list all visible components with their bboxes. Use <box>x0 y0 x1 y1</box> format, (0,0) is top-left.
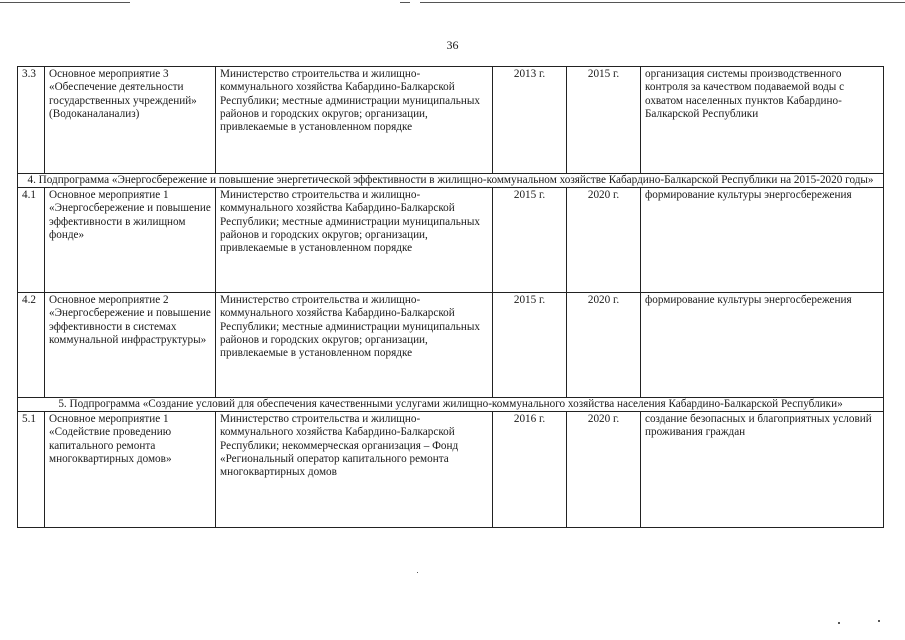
end-year: 2015 г. <box>567 67 641 174</box>
start-year: 2016 г. <box>493 412 567 528</box>
activity-name: Основное мероприятие 2 «Энергосбережение и повышение эффективности в системах коммунальной инфраструктуры» <box>45 293 216 398</box>
activity-executor: Министерство строительства и жилищно-коммунального хозяйства Кабардино-Балкарской Республики; местные администрации муниципальных районов и городских округов; организации, привлекаемые в установленном порядке <box>216 293 493 398</box>
row-number: 5.1 <box>18 412 45 528</box>
table-row <box>18 293 884 398</box>
table-row <box>18 67 884 174</box>
activity-name: Основное мероприятие 1 «Содействие проведению капитального ремонта многоквартирных домов» <box>45 412 216 528</box>
end-year: 2020 г. <box>567 412 641 528</box>
subprogram-title: 5. Подпрограмма «Создание условий для обеспечения качественными услугами жилищно-коммунального хозяйства населения Кабардино-Балкарской Республики» <box>18 398 884 412</box>
table-row <box>18 412 884 528</box>
scan-speck <box>878 620 880 622</box>
activity-name: Основное мероприятие 3 «Обеспечение деятельности государственных учреждений» (Водоканаланализ) <box>45 67 216 174</box>
subprogram-title: 4. Подпрограмма «Энергосбережение и повышение энергетической эффективности в жилищно-коммунальном хозяйстве Кабардино-Балкарской Республики на 2015-2020 годы» <box>18 174 884 188</box>
subprogram-row <box>18 398 884 412</box>
scan-speck <box>417 572 418 573</box>
expected-result: организация системы производственного контроля за качеством подаваемой воды с охватом населенных пунктов Кабардино-Балкарской Республики <box>641 67 884 174</box>
table-row <box>18 188 884 293</box>
activity-executor: Министерство строительства и жилищно-коммунального хозяйства Кабардино-Балкарской Республики; местные администрации муниципальных районов и городских округов; организации, привлекаемые в установленном порядке <box>216 67 493 174</box>
start-year: 2015 г. <box>493 293 567 398</box>
end-year: 2020 г. <box>567 293 641 398</box>
expected-result: формирование культуры энергосбережения <box>641 293 884 398</box>
page-number: 36 <box>446 38 459 52</box>
activities-table <box>17 66 884 528</box>
activity-executor: Министерство строительства и жилищно-коммунального хозяйства Кабардино-Балкарской Республики; некоммерческая организация – Фонд «Региональный оператор капитального ремонта многоквартирных домов <box>216 412 493 528</box>
expected-result: формирование культуры энергосбережения <box>641 188 884 293</box>
row-number: 4.1 <box>18 188 45 293</box>
end-year: 2020 г. <box>567 188 641 293</box>
scan-top-rule <box>0 2 905 3</box>
start-year: 2015 г. <box>493 188 567 293</box>
activity-executor: Министерство строительства и жилищно-коммунального хозяйства Кабардино-Балкарской Республики; местные администрации муниципальных районов и городских округов; организации, привлекаемые в установленном порядке <box>216 188 493 293</box>
subprogram-row <box>18 174 884 188</box>
row-number: 4.2 <box>18 293 45 398</box>
row-number: 3.3 <box>18 67 45 174</box>
scan-specks <box>838 620 883 626</box>
scan-speck <box>838 622 840 624</box>
expected-result: создание безопасных и благоприятных условий проживания граждан <box>641 412 884 528</box>
start-year: 2013 г. <box>493 67 567 174</box>
activity-name: Основное мероприятие 1 «Энергосбережение и повышение эффективности в жилищном фонде» <box>45 188 216 293</box>
